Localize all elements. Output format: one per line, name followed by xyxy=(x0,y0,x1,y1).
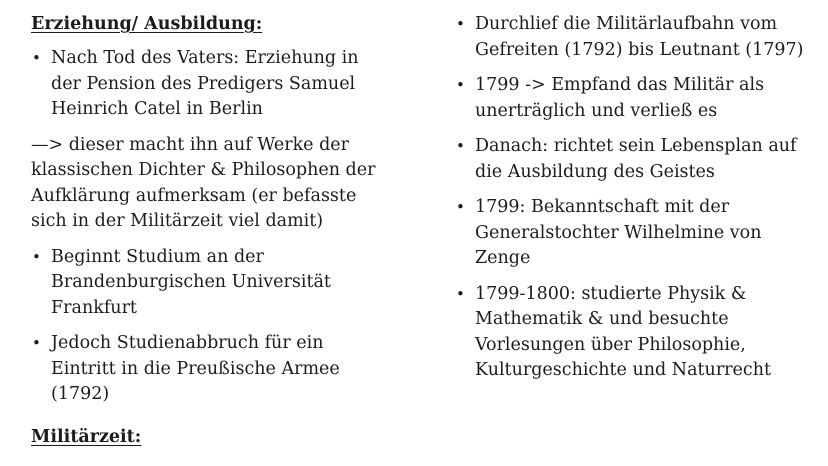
section-heading-erziehung: Erziehung/ Ausbildung: xyxy=(31,14,263,34)
list-item xyxy=(455,195,815,272)
bullet-list-top xyxy=(31,46,391,123)
bullet-list-right xyxy=(455,12,815,384)
bullet-icon: • xyxy=(32,49,41,67)
list-item xyxy=(455,73,815,124)
list-item-text: Beginnt Studium an der Brandenburgischen Universität Frankfurt xyxy=(51,246,331,318)
list-item xyxy=(31,331,391,408)
list-item xyxy=(31,245,391,322)
bullet-icon: • xyxy=(456,137,465,155)
bullet-icon: • xyxy=(456,284,465,303)
list-item-text: 1799-1800: studierte Physik & Mathematik & und besuchte Vorlesungen über Philosophie, Kulturgeschichte und Naturrecht xyxy=(475,283,772,380)
bullet-icon: • xyxy=(456,76,465,94)
list-item xyxy=(455,282,815,384)
list-item-text: 1799 -> Empfand das Militär als unerträglich und verließ es xyxy=(475,75,765,121)
list-item-text: Durchlief die Militärlaufbahn vom Gefreiten (1792) bis Leutnant (1797) xyxy=(475,14,804,60)
bullet-list-bottom xyxy=(31,245,391,408)
list-item-text: Jedoch Studienabbruch für ein Eintritt in die Preußische Armee (1792) xyxy=(51,333,340,404)
bullet-icon: • xyxy=(456,198,465,216)
list-item-text: Nach Tod des Vaters: Erziehung in der Pension des Predigers Samuel Heinrich Catel in Berlin xyxy=(51,48,359,119)
list-item xyxy=(31,46,391,123)
list-item xyxy=(455,12,815,63)
bullet-icon: • xyxy=(32,247,41,266)
bullet-icon: • xyxy=(456,15,465,33)
bullet-icon: • xyxy=(32,334,41,352)
section-heading-militaerzeit: Militärzeit: xyxy=(31,427,142,447)
list-item-text: Danach: richtet sein Lebensplan auf die Ausbildung des Geistes xyxy=(475,136,797,182)
arrow-note: —> dieser macht ihn auf Werke der klassischen Dichter & Philosophen der Aufklärung aufmerksam (er befasste sich in der Militärzeit viel damit) xyxy=(31,134,376,231)
right-column xyxy=(455,12,815,394)
list-item xyxy=(455,134,815,185)
list-item-text: 1799: Bekanntschaft mit der Generalstochter Wilhelmine von Zenge xyxy=(475,197,762,268)
left-column xyxy=(31,12,391,418)
